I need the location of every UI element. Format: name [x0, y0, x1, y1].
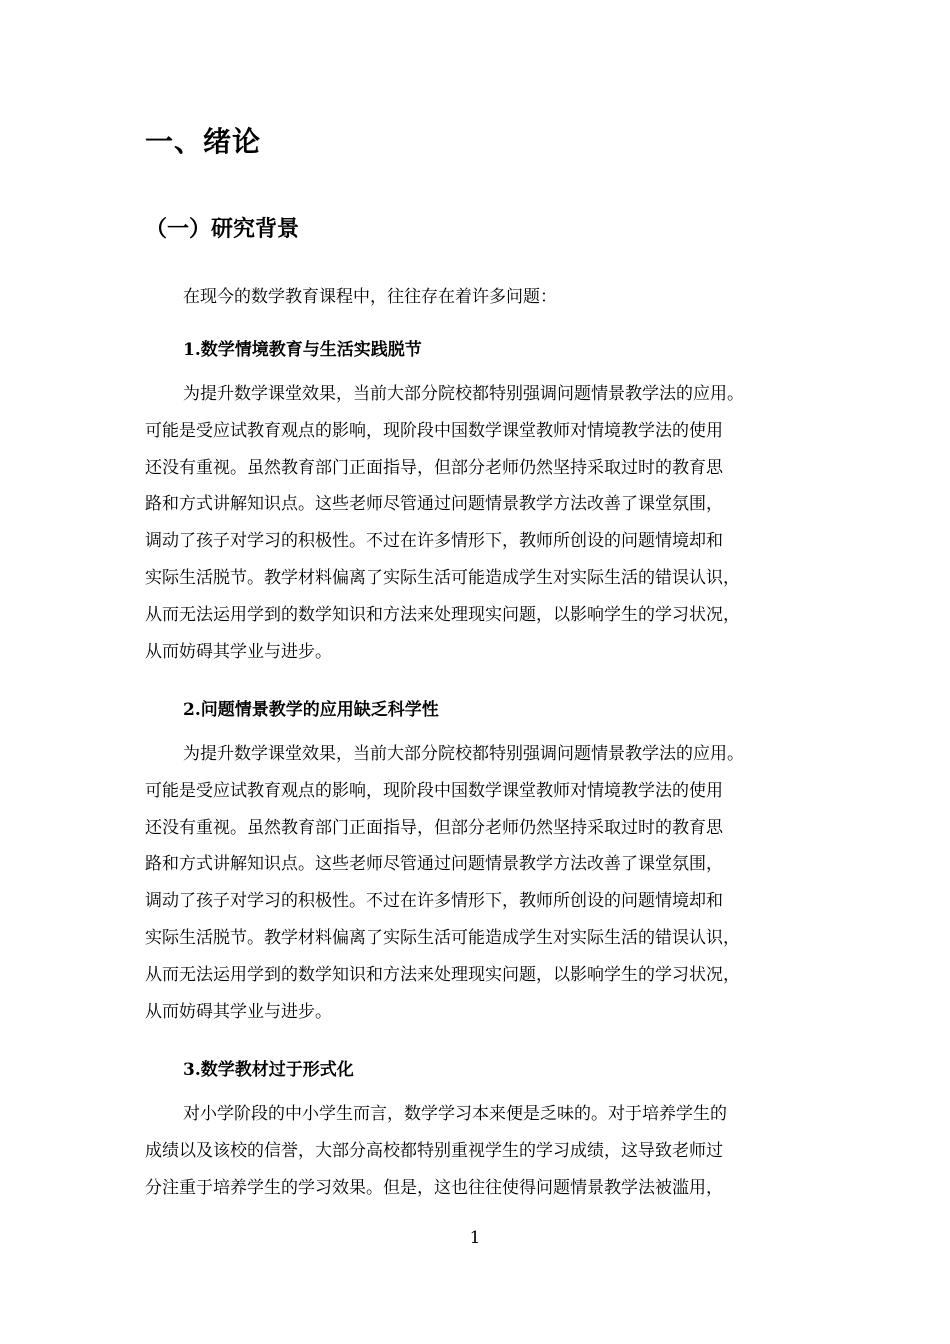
- subsection-2-paragraph: [145, 736, 825, 1030]
- paragraph-line: 调动了孩子对学习的积极性。不过在许多情形下，教师所创设的问题情境却和: [145, 531, 723, 552]
- paragraph-line: 为提升数学课堂效果，当前大部分院校都特别强调问题情景教学法的应用。: [183, 744, 744, 764]
- paragraph-line: 实际生活脱节。教学材料偏离了实际生活可能造成学生对实际生活的错误认识，: [145, 567, 740, 588]
- paragraph-line: 路和方式讲解知识点。这些老师尽管通过问题情景教学方法改善了课堂氛围，: [145, 854, 723, 875]
- subsection-3-paragraph: [145, 1096, 825, 1206]
- paragraph-line: 从而无法运用学到的数学知识和方法来处理现实问题，以影响学生的学习状况，: [145, 604, 740, 625]
- paragraph-line: 可能是受应试教育观点的影响，现阶段中国数学课堂教师对情境教学法的使用: [145, 780, 723, 801]
- paragraph-line: 从而妨碍其学业与进步。: [145, 641, 332, 662]
- paragraph-line: 路和方式讲解知识点。这些老师尽管通过问题情景教学方法改善了课堂氛围，: [145, 494, 723, 515]
- paragraph-line: 调动了孩子对学习的积极性。不过在许多情形下，教师所创设的问题情境却和: [145, 891, 723, 912]
- subsection-heading-1: 1.数学情境教育与生活实践脱节: [183, 340, 422, 360]
- intro-paragraph: 在现今的数学教育课程中，往往存在着许多问题：: [183, 287, 557, 307]
- paragraph-line: 从而妨碍其学业与进步。: [145, 1001, 332, 1022]
- paragraph-line: 还没有重视。虽然教育部门正面指导，但部分老师仍然坚持采取过时的教育思: [145, 457, 723, 478]
- subsection-heading-3: 3.数学教材过于形式化: [183, 1060, 354, 1080]
- paragraph-line: 从而无法运用学到的数学知识和方法来处理现实问题，以影响学生的学习状况，: [145, 964, 740, 985]
- subsection-1-paragraph: [145, 376, 825, 670]
- paragraph-line: 分注重于培养学生的学习效果。但是，这也往往使得问题情景教学法被滥用，: [145, 1177, 723, 1198]
- subsection-heading-2: 2.问题情景教学的应用缺乏科学性: [183, 700, 439, 720]
- paragraph-line: 实际生活脱节。教学材料偏离了实际生活可能造成学生对实际生活的错误认识，: [145, 927, 740, 948]
- paragraph-line: 成绩以及该校的信誉，大部分高校都特别重视学生的学习成绩，这导致老师过: [145, 1140, 723, 1161]
- chapter-heading: 一、绪论: [145, 125, 262, 158]
- paragraph-line: 对小学阶段的中小学生而言，数学学习本来便是乏味的。对于培养学生的: [183, 1104, 727, 1124]
- paragraph-line: 为提升数学课堂效果，当前大部分院校都特别强调问题情景教学法的应用。: [183, 384, 744, 404]
- page-number: 1: [469, 1228, 481, 1248]
- paragraph-line: 可能是受应试教育观点的影响，现阶段中国数学课堂教师对情境教学法的使用: [145, 420, 723, 441]
- section-heading: （一）研究背景: [145, 216, 300, 242]
- paragraph-line: 还没有重视。虽然教育部门正面指导，但部分老师仍然坚持采取过时的教育思: [145, 817, 723, 838]
